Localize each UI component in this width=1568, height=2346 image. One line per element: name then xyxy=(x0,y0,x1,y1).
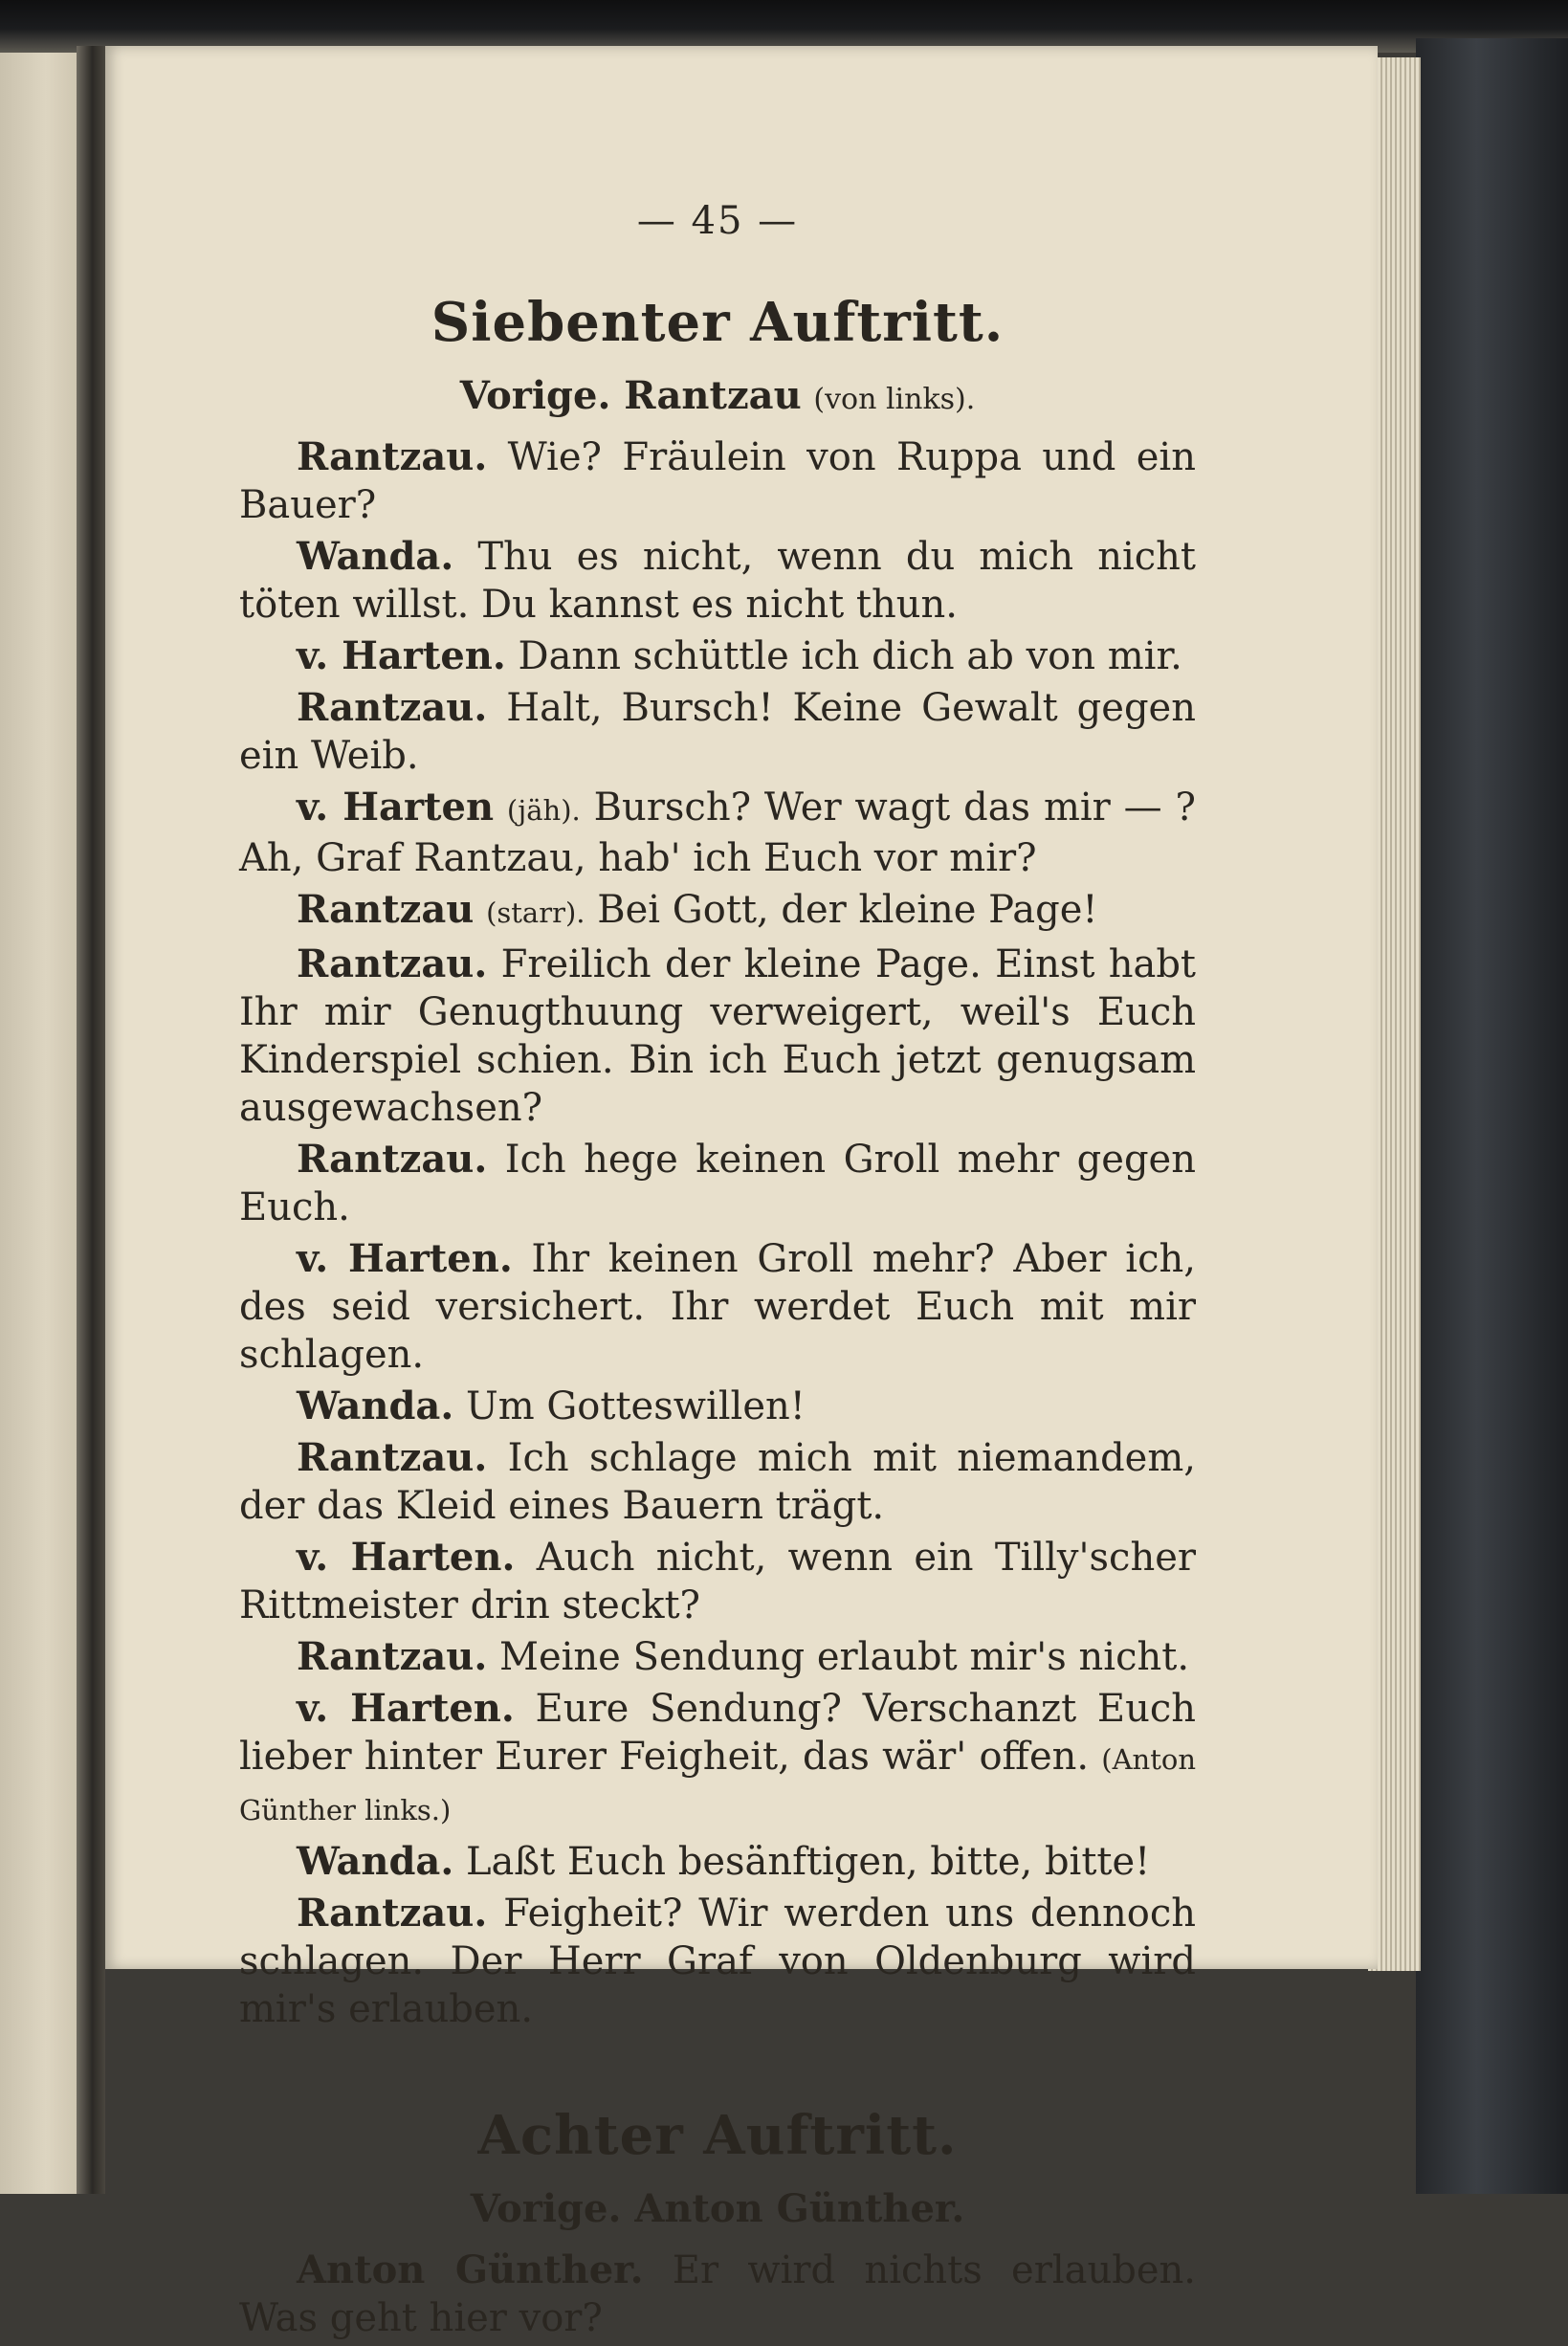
dialogue-text: Eure Sendung? Verschanzt Euch lieber hinter Eurer Feigheit, das wär' offen. xyxy=(239,1687,1197,1779)
speaker-name: v. Harten. xyxy=(297,1236,513,1281)
dialogue-text: Bursch? Wer wagt das mir — ? Ah, Graf Rantzau, hab' ich Euch vor mir? xyxy=(239,786,1196,880)
dialogue-line xyxy=(239,886,1196,937)
dialogue-line xyxy=(239,941,1196,1132)
dialogue-line xyxy=(239,533,1196,629)
dialogue-text: Bei Gott, der kleine Page! xyxy=(597,888,1098,932)
page-number: — 45 — xyxy=(636,199,799,243)
book-top-edge xyxy=(0,0,1568,53)
dialogue-text: Wie? Fräulein von Ruppa und ein Bauer? xyxy=(239,435,1196,527)
scene-cast-7 xyxy=(239,373,1196,418)
dialogue-line xyxy=(239,1633,1196,1681)
stage-direction: (Anton Günther links.) xyxy=(239,1743,1196,1826)
dialogue-line xyxy=(239,1235,1196,1379)
dialogue-text: Auch nicht, wenn ein Tilly'scher Rittmeister drin steckt? xyxy=(239,1536,1196,1627)
dialogue-text: Ich hege keinen Groll mehr gegen Euch. xyxy=(239,1138,1196,1229)
dialogue-line xyxy=(239,433,1196,529)
cast-note: (von links). xyxy=(813,383,976,416)
dialogue-text: Um Gotteswillen! xyxy=(465,1384,806,1428)
dialogue-text: Ihr keinen Groll mehr? Aber ich, des seid versichert. Ihr werdet Euch mit mir schlagen. xyxy=(239,1237,1196,1377)
speaker-name: Rantzau. xyxy=(297,685,488,730)
speaker-name: v. Harten. xyxy=(297,1535,516,1580)
book-cover-edge xyxy=(1416,38,1568,2194)
dialogue-line xyxy=(239,1534,1196,1629)
dialogue-text: Halt, Bursch! Keine Gewalt gegen ein Weib. xyxy=(239,686,1196,778)
dialogue-line xyxy=(239,1136,1196,1231)
cast-names: Vorige. Anton Günther. xyxy=(470,2186,965,2231)
speaker-name: v. Harten. xyxy=(297,633,506,678)
dialogue-scene-7 xyxy=(239,433,1196,2033)
speaker-name: Anton Günther. xyxy=(297,2247,644,2292)
speaker-name: Wanda. xyxy=(297,534,454,579)
dialogue-line xyxy=(239,1383,1196,1430)
dialogue-text: Freilich der kleine Page. Einst habt Ihr mir Genugthuung verweigert, weil's Euch Kinderspiel schien. Bin ich Euch jetzt genugsam ausgewachsen? xyxy=(239,942,1197,1130)
speaker-name: Rantzau. xyxy=(297,941,488,986)
dialogue-text: Laßt Euch besänftigen, bitte, bitte! xyxy=(465,1840,1151,1884)
dialogue-line xyxy=(239,1890,1196,2033)
dialogue-text: Thu es nicht, wenn du mich nicht töten willst. Du kannst es nicht thun. xyxy=(239,535,1197,627)
scene-heading-8: Achter Auftritt. xyxy=(477,2104,958,2167)
dialogue-text: Feigheit? Wir werden uns dennoch schlagen. Der Herr Graf von Oldenburg wird mir's erlauben. xyxy=(239,1892,1197,2031)
speaker-name: Rantzau. xyxy=(297,1137,488,1182)
speaker-name: Rantzau. xyxy=(297,1891,488,1936)
speaker-name: Rantzau. xyxy=(297,434,488,479)
speaker-name: Wanda. xyxy=(297,1383,454,1428)
cast-names: Vorige. Rantzau xyxy=(459,373,802,418)
speaker-name: Wanda. xyxy=(297,1839,454,1884)
scene-heading-7: Siebenter Auftritt. xyxy=(431,291,1005,354)
dialogue-text: Er wird nichts erlauben. Was geht hier vor? xyxy=(239,2248,1196,2340)
dialogue-line xyxy=(239,1685,1196,1834)
page-text xyxy=(239,199,1196,2346)
stage-direction: (jäh). xyxy=(506,794,581,827)
dialogue-line xyxy=(239,632,1196,680)
speaker-name: Rantzau. xyxy=(297,1435,488,1480)
dialogue-text: Ich schlage mich mit niemandem, der das Kleid eines Bauern trägt. xyxy=(239,1436,1196,1528)
dialogue-text: Meine Sendung erlaubt mir's nicht. xyxy=(499,1635,1190,1679)
dialogue-line xyxy=(239,684,1196,780)
dialogue-scene-8 xyxy=(239,2246,1196,2342)
dialogue-text: Dann schüttle ich dich ab von mir. xyxy=(518,634,1182,678)
dialogue-line xyxy=(239,2246,1196,2342)
dialogue-line xyxy=(239,1434,1196,1530)
speaker-name: Rantzau xyxy=(297,887,475,932)
speaker-name: v. Harten xyxy=(297,785,495,830)
dialogue-line xyxy=(239,784,1196,882)
book-gutter xyxy=(77,46,105,2194)
stage-direction: (starr). xyxy=(486,896,585,929)
scene-cast-8 xyxy=(239,2186,1196,2231)
speaker-name: v. Harten. xyxy=(297,1686,515,1731)
previous-page-edge xyxy=(0,53,77,2194)
book-page xyxy=(105,46,1378,2340)
dialogue-line xyxy=(239,1838,1196,1886)
speaker-name: Rantzau. xyxy=(297,1634,488,1679)
